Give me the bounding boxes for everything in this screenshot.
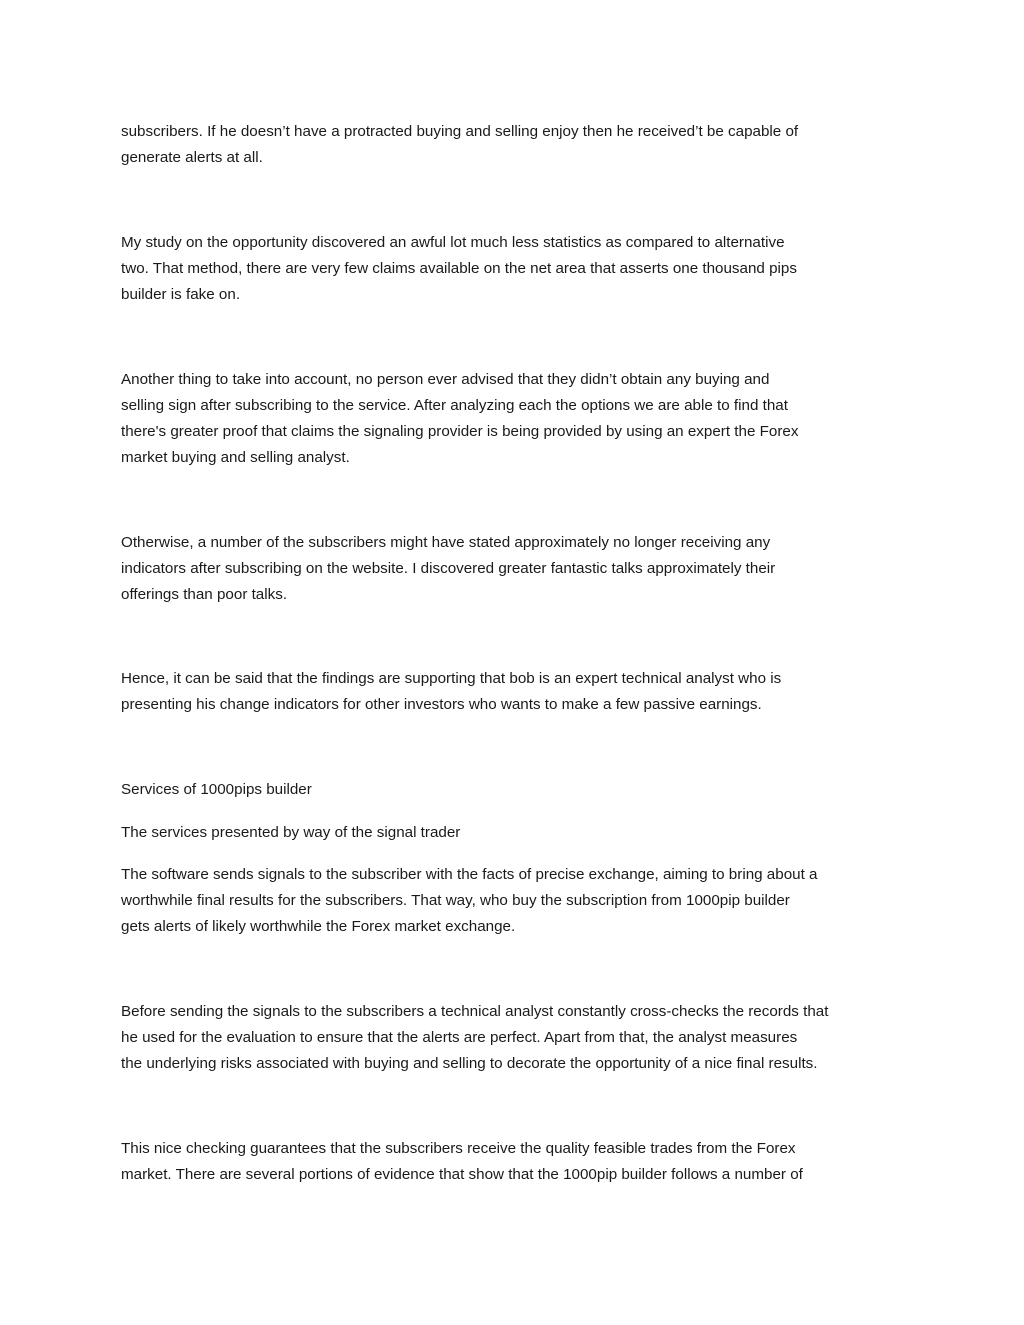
paragraph-study-findings xyxy=(121,230,911,308)
paragraph-hence xyxy=(121,666,911,718)
section-heading-services xyxy=(121,777,911,803)
text-line: the underlying risks associated with buying and selling to decorate the opportunity of a nice final results. xyxy=(121,1055,818,1072)
text-line: market. There are several portions of evidence that show that the 1000pip builder follows a number of xyxy=(121,1166,803,1183)
text-line: selling sign after subscribing to the service. After analyzing each the options we are able to find that xyxy=(121,397,788,414)
text-line: gets alerts of likely worthwhile the Forex market exchange. xyxy=(121,918,516,935)
text-line: he used for the evaluation to ensure that the alerts are perfect. Apart from that, the analyst measures xyxy=(121,1029,798,1046)
text-line: there's greater proof that claims the signaling provider is being provided by using an expert the Forex xyxy=(121,423,799,440)
text-line: builder is fake on. xyxy=(121,286,241,303)
text-line: worthwhile final results for the subscribers. That way, who buy the subscription from 1000pip builder xyxy=(121,892,790,909)
text-line: subscribers. If he doesn’t have a protracted buying and selling enjoy then he received’t be capable of xyxy=(121,123,799,140)
text-line: Before sending the signals to the subscribers a technical analyst constantly cross-checks the records that xyxy=(121,1003,829,1020)
text-line: market buying and selling analyst. xyxy=(121,449,350,466)
text-line: offerings than poor talks. xyxy=(121,586,288,603)
text-line: generate alerts at all. xyxy=(121,149,263,166)
text-line: My study on the opportunity discovered an awful lot much less statistics as compared to alternative xyxy=(121,234,785,251)
text-line: presenting his change indicators for other investors who wants to make a few passive earnings. xyxy=(121,696,762,713)
paragraph-subscribers-experience xyxy=(121,119,911,171)
paragraph-checking-guarantees xyxy=(121,1136,911,1188)
text-line: two. That method, there are very few claims available on the net area that asserts one thousand pips xyxy=(121,260,797,277)
text-line: indicators after subscribing on the website. I discovered greater fantastic talks approximately their xyxy=(121,560,776,577)
text-line: The software sends signals to the subscriber with the facts of precise exchange, aiming to bring about a xyxy=(121,866,818,883)
paragraph-before-sending xyxy=(121,999,911,1077)
paragraph-software-signals xyxy=(121,862,911,940)
text-line: Services of 1000pips builder xyxy=(121,781,312,798)
text-line: Another thing to take into account, no person ever advised that they didn’t obtain any buying and xyxy=(121,371,770,388)
paragraph-otherwise xyxy=(121,530,911,608)
text-line: The services presented by way of the signal trader xyxy=(121,824,461,841)
text-line: This nice checking guarantees that the subscribers receive the quality feasible trades from the Forex xyxy=(121,1140,796,1157)
text-line: Otherwise, a number of the subscribers might have stated approximately no longer receiving any xyxy=(121,534,771,551)
subheading-signal-trader-services xyxy=(121,820,911,846)
paragraph-another-thing xyxy=(121,367,911,471)
text-line: Hence, it can be said that the findings are supporting that bob is an expert technical analyst who is xyxy=(121,670,782,687)
